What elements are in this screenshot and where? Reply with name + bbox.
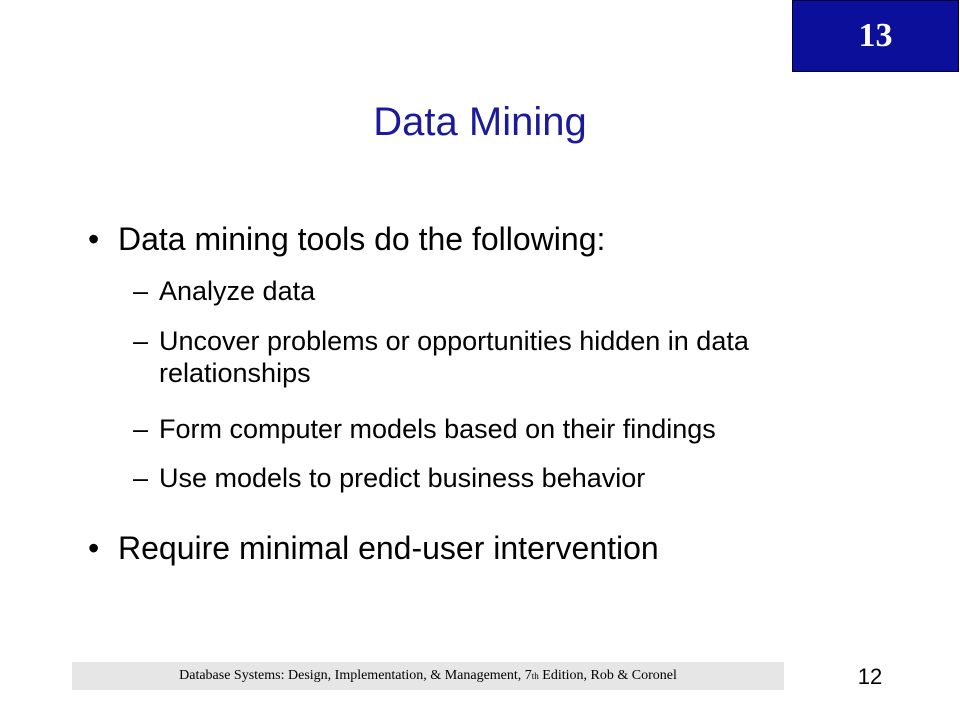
sub-bullet-item (133, 276, 893, 308)
footer-citation-superscript: th (531, 671, 539, 681)
bullet-text: Require minimal end-user intervention (118, 530, 659, 566)
sub-bullet-item (133, 463, 893, 495)
sub-bullet-text: Use models to predict business behavior (159, 463, 646, 493)
page-number: 12 (857, 664, 883, 689)
dash-icon: – (133, 414, 149, 444)
bullet-icon: • (88, 530, 100, 566)
dash-icon: – (133, 326, 149, 356)
footer-citation-rest: Edition, Rob & Coronel (538, 668, 677, 683)
chapter-number-box (792, 0, 959, 72)
bullet-text: Data mining tools do the following: (118, 221, 606, 257)
bullet-icon: • (88, 221, 100, 257)
dash-icon: – (133, 276, 149, 306)
footer-citation (72, 662, 784, 690)
sub-bullet-item (133, 326, 873, 389)
footer-citation-main: Database Systems: Design, Implementation, & Management, 7 (179, 668, 532, 683)
sub-bullet-text: Form computer models based on their findings (159, 414, 716, 444)
sub-bullet-item (133, 414, 893, 446)
sub-bullet-text: Analyze data (159, 276, 316, 306)
chapter-number: 13 (858, 17, 893, 54)
dash-icon: – (133, 463, 149, 493)
slide-title: Data Mining (373, 100, 587, 144)
sub-bullet-text: Uncover problems or opportunities hidden in data relationships (159, 326, 749, 388)
